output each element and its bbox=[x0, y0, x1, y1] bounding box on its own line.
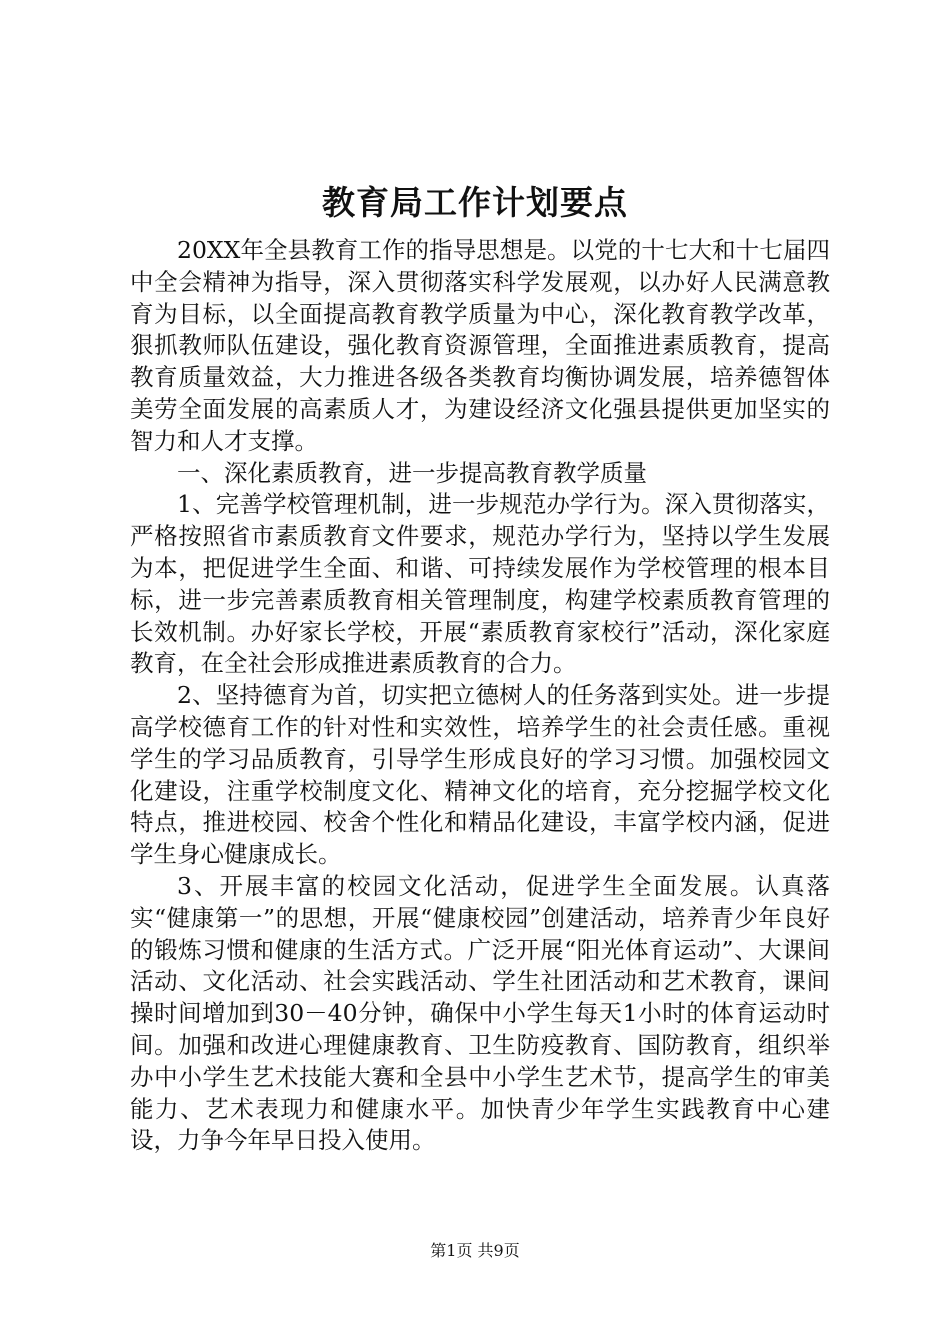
paragraph-item-2: 2、坚持德育为首，切实把立德树人的任务落到实处。进一步提高学校德育工作的针对性和实效性，培养学生的社会责任感。重视学生的学习品质教育，引导学生形成良好的学习习惯。加强校园文化建设，注重学校制度文化、精神文化的培育，充分挖掘学校文化特点，推进校园、校舍个性化和精品化建设，丰富学校内涵，促进学生身心健康成长。 bbox=[130, 681, 830, 869]
page-footer: 第1页 共9页 bbox=[430, 1241, 520, 1260]
paragraph-item-1: 1、完善学校管理机制，进一步规范办学行为。深入贯彻落实，严格按照省市素质教育文件要求，规范办学行为，坚持以学生发展为本，把促进学生全面、和谐、可持续发展作为学校管理的根本目标，进一步完善素质教育相关管理制度，构建学校素质教育管理的长效机制。办好家长学校，开展“素质教育家校行”活动，深化家庭教育，在全社会形成推进素质教育的合力。 bbox=[130, 490, 830, 678]
section-heading-1: 一、深化素质教育，进一步提高教育教学质量 bbox=[177, 458, 647, 487]
document-title: 教育局工作计划要点 bbox=[322, 183, 628, 222]
document-body bbox=[130, 235, 830, 1157]
paragraph-guiding-thought: 20XX年全县教育工作的指导思想是。以党的十七大和十七届四中全会精神为指导，深入贯彻落实科学发展观，以办好人民满意教育为目标，以全面提高教育教学质量为中心，深化教育教学改革，狠抓教师队伍建设，强化教育资源管理，全面推进素质教育，提高教育质量效益，大力推进各级各类教育均衡协调发展，培养德智体美劳全面发展的高素质人才，为建设经济文化强县提供更加坚实的智力和人才支撑。 bbox=[130, 236, 830, 455]
paragraph-item-3: 3、开展丰富的校园文化活动，促进学生全面发展。认真落实“健康第一”的思想，开展“健康校园”创建活动，培养青少年良好的锻炼习惯和健康的生活方式。广泛开展“阳光体育运动”、大课间活动、文化活动、社会实践活动、学生社团活动和艺术教育，课间操时间增加到30－40分钟，确保中小学生每天1小时的体育运动时间。加强和改进心理健康教育、卫生防疫教育、国防教育，组织举办中小学生艺术技能大赛和全县中小学生艺术节，提高学生的审美能力、艺术表现力和健康水平。加快青少年学生实践教育中心建设，力争今年早日投入使用。 bbox=[130, 871, 830, 1155]
